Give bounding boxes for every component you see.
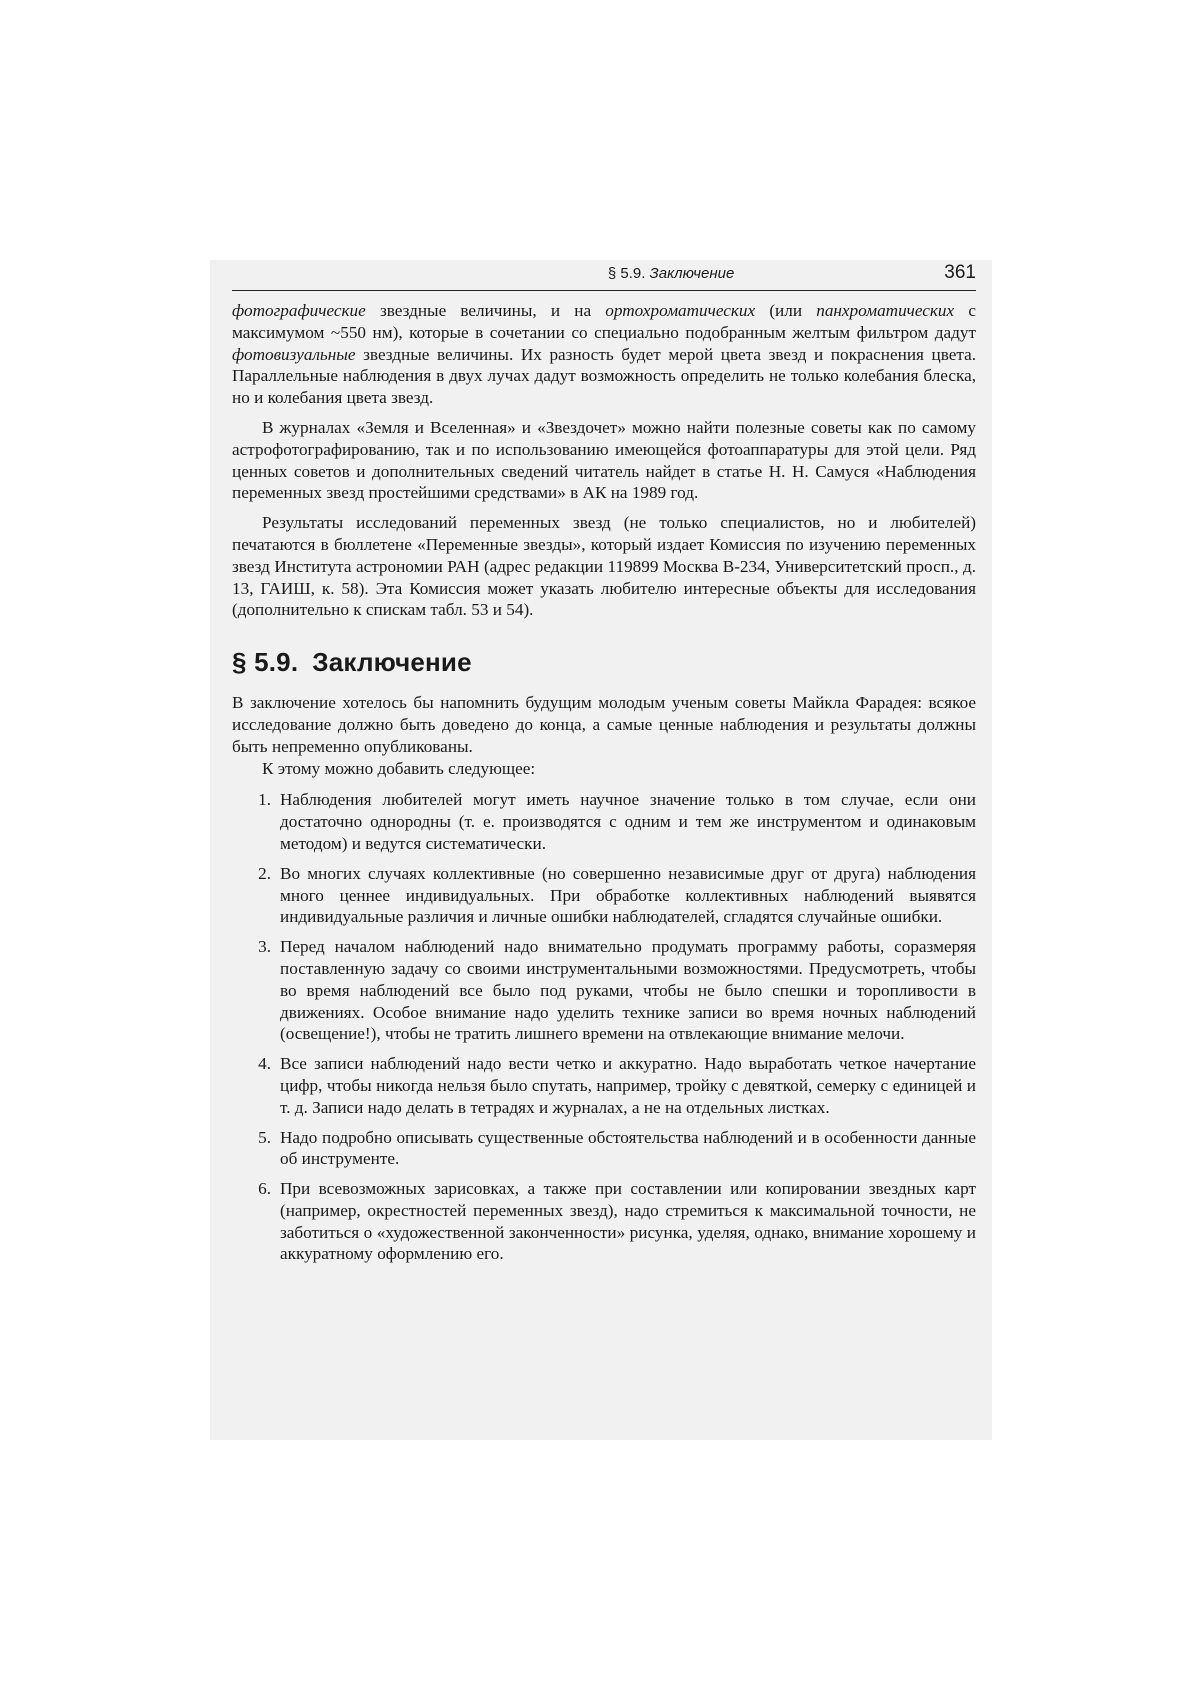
list-item (232, 1053, 976, 1118)
list-item (232, 936, 976, 1045)
list-item-number: 1. (258, 790, 271, 810)
section-heading (232, 647, 976, 678)
section-intro (232, 692, 976, 779)
list-item-number: 6. (258, 1179, 271, 1199)
intro-paragraph: В заключение хотелось бы напомнить будущим молодым ученым советы Майкла Фарадея: всякое исследование должно быть доведено до конца, а самые ценные наблюдения и результаты должны быть непременно опубликованы. (232, 693, 976, 756)
list-item-text: Все записи наблюдений надо вести четко и аккуратно. Надо выработать четкое начертание цифр, чтобы никогда нельзя было спутать, например, тройку с девяткой, семерку с единицей и т. д. Записи надо делать в тетрадях и журналах, а не на отдельных листках. (280, 1054, 976, 1117)
paragraph-continuation: фотографические звездные величины, и на ортохроматических (или панхроматических с максимумом ~550 нм), которые в сочетании со специально подобранным желтым фильтром дадут фотовизуальные звездные величины. Их разность будет мерой цвета звезд и покраснения цвета. Параллельные наблюдения в двух лучах дадут возможность определить не только колебания блеска, но и колебания цвета звезд. (232, 301, 976, 408)
list-item-text: Во многих случаях коллективные (но совершенно независимые друг от друга) наблюдения много ценнее индивидуальных. При обработке коллективных наблюдений выявятся индивидуальные различия и личные ошибки наблюдателей, сгладятся случайные ошибки. (280, 863, 976, 927)
running-head-section: § 5.9. (607, 265, 646, 282)
list-item (232, 1127, 976, 1171)
list-item-number: 2. (258, 863, 271, 883)
page-body (232, 300, 976, 1265)
list-item (232, 1178, 976, 1265)
list-item-number: 5. (258, 1127, 271, 1147)
list-item-number: 3. (258, 937, 271, 957)
list-item (232, 863, 976, 928)
section-title: Заключение (312, 647, 472, 678)
running-head-section-title: Заключение (649, 265, 735, 282)
list-item-number: 4. (258, 1054, 271, 1074)
emphasis-term: панхроматических (816, 301, 955, 320)
emphasis-term: фотовизуальные (232, 344, 356, 364)
running-head-title (608, 265, 734, 282)
list-item-text: При всевозможных зарисовках, а также при составлении или копировании звездных карт (например, окрестностей переменных звезд), надо стремиться к максимальной точности, не заботиться о «художественной законченности» рисунка, уделяя, однако, внимание хорошему и аккуратному оформлению его. (280, 1179, 976, 1264)
running-head (232, 262, 976, 291)
section-number: § 5.9. (232, 647, 299, 678)
list-item-text: Наблюдения любителей могут иметь научное значение только в том случае, если они достаточно однородны (т. е. производятся с одним и тем же инструментом и одинаковым методом) и ведутся систематически. (280, 790, 976, 853)
recommendations-list (232, 789, 976, 1265)
paragraph-results: Результаты исследований переменных звезд (не только специалистов, но и любителей) печатаются в бюллетене «Переменные звезды», который издает Комиссия по изучению переменных звезд Института астрономии РАН (адрес редакции 119899 Москва В-234, Университетский просп., д. 13, ГАИШ, к. 58). Эта Комиссия может указать любителю интересные объекты для исследования (дополнительно к спискам табл. 53 и 54). (232, 513, 976, 620)
emphasis-term: фотографические (232, 301, 366, 320)
list-item (232, 789, 976, 854)
paragraph-journals: В журналах «Земля и Вселенная» и «Звездочет» можно найти полезные советы как по самому астрофотографированию, так и по использованию имеющейся фотоаппаратуры для этой цели. Ряд ценных советов и дополнительных сведений читатель найдет в статье Н. Н. Самуся «Наблюдения переменных звезд простейшими средствами» в АК на 1989 год. (232, 417, 976, 503)
list-item-text: Надо подробно описывать существенные обстоятельства наблюдений и в особенности данные об инструменте. (280, 1127, 976, 1169)
emphasis-term: ортохроматических (605, 301, 756, 320)
page-number: 361 (944, 262, 976, 283)
list-item-text: Перед началом наблюдений надо внимательно продумать программу работы, соразмеряя поставленную задачу со своими инструментальными возможностями. Предусмотреть, чтобы во время наблюдений все было под руками, чтобы не было спешки и торопливости в движениях. Особое внимание надо уделить технике записи во время ночных наблюдений (освещение!), чтобы не тратить лишнего времени на отвлекающие внимание мелочи. (280, 937, 976, 1044)
intro-lead-in: К этому можно добавить следующее: (262, 758, 536, 778)
book-page (232, 262, 976, 1273)
